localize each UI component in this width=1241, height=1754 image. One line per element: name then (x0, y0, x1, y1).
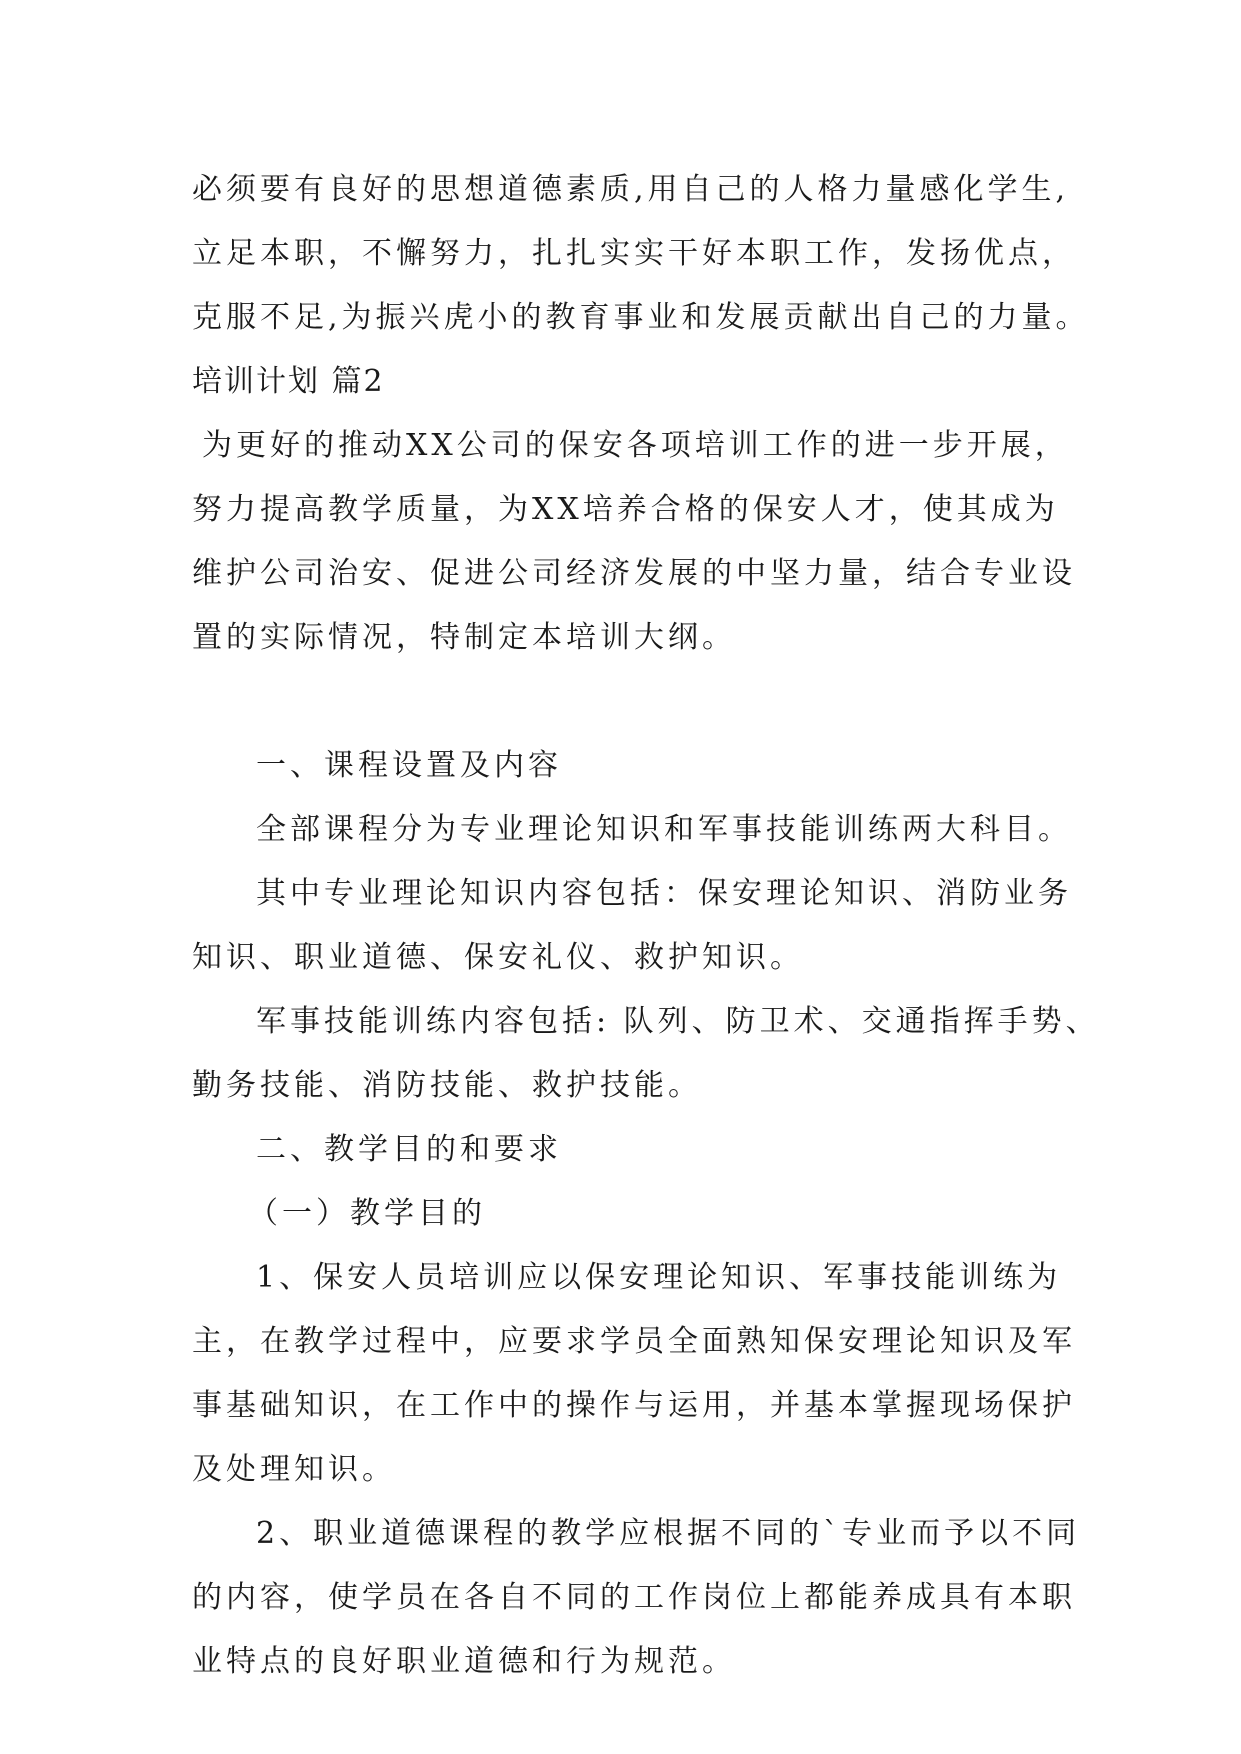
paragraph-line: 置的实际情况，特制定本培训大纲。 (192, 620, 736, 655)
paragraph-line: 努力提高教学质量，为XX培养合格的保安人才，使其成为 (192, 492, 1059, 527)
paragraph-line: 知识、职业道德、保安礼仪、救护知识。 (192, 940, 804, 975)
paragraph-line: 必须要有良好的思想道德素质,用自己的人格力量感化学生, (192, 172, 1070, 207)
paragraph-line: 主，在教学过程中，应要求学员全面熟知保安理论知识及军 (192, 1324, 1076, 1359)
paragraph-line: 维护公司治安、促进公司经济发展的中坚力量，结合专业设 (192, 556, 1076, 591)
paragraph-line: 勤务技能、消防技能、救护技能。 (192, 1068, 702, 1103)
paragraph-line: 为更好的推动XX公司的保安各项培训工作的进一步开展， (202, 428, 1069, 463)
paragraph-line: 其中专业理论知识内容包括：保安理论知识、消防业务 (256, 876, 1072, 911)
paragraph-line: 业特点的良好职业道德和行为规范。 (192, 1644, 736, 1679)
paragraph-line: 1、保安人员培训应以保安理论知识、军事技能训练为 (256, 1260, 1062, 1295)
subheading-teaching-purpose: （一）教学目的 (248, 1196, 486, 1231)
section-heading: 培训计划 篇2 (192, 364, 385, 399)
paragraph-line: 军事技能训练内容包括: 队列、防卫术、交通指挥手势、 (256, 1004, 1100, 1039)
paragraph-line: 全部课程分为专业理论知识和军事技能训练两大科目。 (256, 812, 1072, 847)
paragraph-line: 立足本职，不懈努力，扎扎实实干好本职工作，发扬优点， (192, 236, 1076, 271)
heading-course-setup: 一、课程设置及内容 (256, 748, 562, 783)
paragraph-line: 2、职业道德课程的教学应根据不同的`专业而予以不同 (256, 1516, 1081, 1551)
paragraph-line: 及处理知识。 (192, 1452, 396, 1487)
paragraph-line: 的内容，使学员在各自不同的工作岗位上都能养成具有本职 (192, 1580, 1076, 1615)
paragraph-line: 克服不足,为振兴虎小的教育事业和发展贡献出自己的力量。 (192, 300, 1090, 335)
paragraph-line: 事基础知识，在工作中的操作与运用，并基本掌握现场保护 (192, 1388, 1076, 1423)
heading-teaching-goals: 二、教学目的和要求 (256, 1132, 562, 1167)
